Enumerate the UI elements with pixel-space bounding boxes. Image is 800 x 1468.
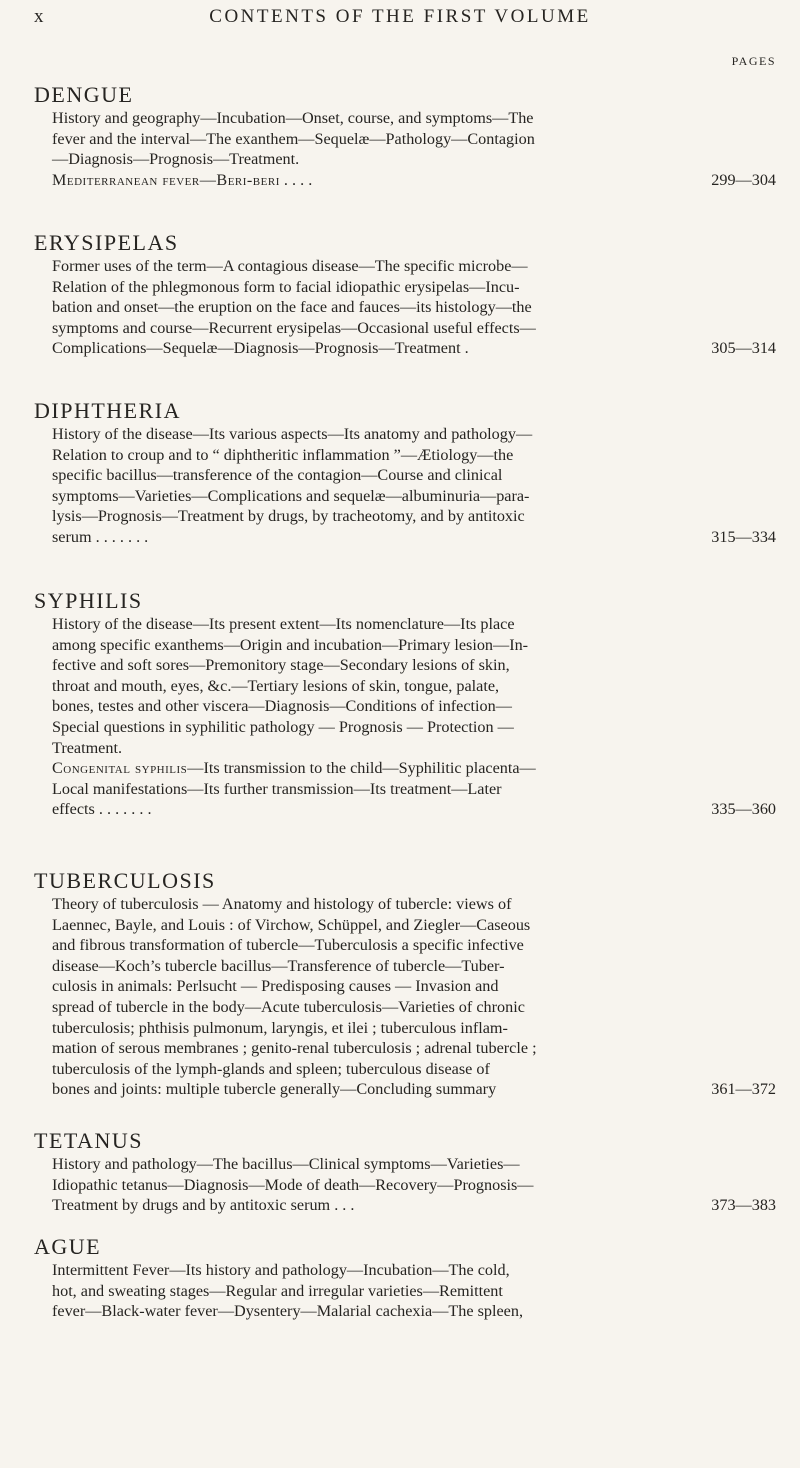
body-line: Complications—Sequelæ—Diagnosis—Prognosis—Treatment . [52,339,469,358]
page-number: x [34,6,44,27]
body-line: Special questions in syphilitic pathology — Prognosis — Protection — [52,717,514,736]
section-title: TETANUS [34,1128,143,1153]
body-line: symptoms—Varieties—Complications and sequelæ—albuminuria—para- [52,486,530,505]
section-ague [34,1234,776,1322]
section-body [52,256,776,359]
section-dengue [34,82,776,190]
body-line: —Diagnosis—Prognosis—Treatment. [52,150,300,169]
section-body [52,614,776,820]
body-line: History of the disease—Its various aspects—Its anatomy and pathology— [52,425,533,443]
body-line: tuberculosis of the lymph-glands and spleen; tuberculous disease of [52,1059,490,1078]
section-title: DENGUE [34,82,134,107]
body-line: Relation of the phlegmonous form to facial idiopathic erysipelas—Incu- [52,277,520,296]
body-line: among specific exanthems—Origin and incubation—Primary lesion—In- [52,635,529,654]
running-header [0,6,800,30]
body-line: Local manifestations—Its further transmission—Its treatment—Later [52,779,502,798]
sub-entry-heading: Congenital syphilis [52,759,188,778]
body-line: bation and onset—the eruption on the face and fauces—its histology—the [52,298,532,317]
leader-dots: . . . . [279,170,313,189]
page-range: 299—304 [711,170,776,189]
body-line: Relation to croup and to “ diphtheritic inflammation ”—Ætiology—the [52,445,514,464]
body-line: History and geography—Incubation—Onset, course, and symptoms—The [52,109,534,127]
section-body [52,424,776,548]
last-line-row [52,338,776,359]
page-range: 315—334 [711,527,776,546]
last-line-row [52,799,776,820]
section-tuberculosis [34,868,776,1100]
sub-entry-heading: Mediterranean fever—Beri-beri [52,170,280,189]
body-line: serum . . . . . . . [52,527,149,546]
section-title: SYPHILIS [34,588,143,613]
section-diphtheria [34,398,776,548]
body-line: bones and joints: multiple tubercle generally—Concluding summary [52,1080,497,1099]
body-line: History and pathology—The bacillus—Clinical symptoms—Varieties— [52,1155,520,1173]
section-body [52,894,776,1100]
body-line: fective and soft sores—Premonitory stage—Secondary lesions of skin, [52,656,510,675]
body-line: fever and the interval—The exanthem—Sequelæ—Pathology—Contagion [52,129,535,148]
pages-column-label: PAGES [731,54,776,68]
body-line: culosis in animals: Perlsucht — Predisposing causes — Invasion and [52,977,499,996]
body-line: Treatment by drugs and by antitoxic serum . . . [52,1196,355,1215]
sub-entry-text: —Its transmission to the child—Syphilitic placenta— [187,759,536,778]
section-erysipelas [34,230,776,359]
section-title: ERYSIPELAS [34,230,179,255]
body-line: symptoms and course—Recurrent erysipelas—Occasional useful effects— [52,318,536,337]
running-title: CONTENTS OF THE FIRST VOLUME [209,6,591,27]
section-body [52,1154,776,1216]
sub-entry-line [52,758,776,779]
section-title: AGUE [34,1234,102,1259]
body-line: bones, testes and other viscera—Diagnosis—Conditions of infection— [52,697,512,716]
body-line: tuberculosis; phthisis pulmonum, laryngis, et ilei ; tuberculous inflam- [52,1018,508,1037]
body-line: and fibrous transformation of tubercle—Tuberculosis a specific infective [52,936,524,955]
section-title: TUBERCULOSIS [34,868,216,893]
body-line: Treatment. [52,738,122,757]
section-body [52,108,776,190]
body-line: effects . . . . . . . [52,800,152,819]
body-line: History of the disease—Its present extent—Its nomenclature—Its place [52,615,515,633]
body-line: specific bacillus—transference of the contagion—Course and clinical [52,466,503,485]
section-tetanus [34,1128,776,1216]
body-line: hot, and sweating stages—Regular and irregular varieties—Remittent [52,1281,503,1300]
body-line: Intermittent Fever—Its history and pathology—Incubation—The cold, [52,1261,510,1279]
section-title: DIPHTHERIA [34,398,181,423]
last-line-row [52,1195,776,1216]
page-range: 373—383 [711,1196,776,1215]
body-line: lysis—Prognosis—Treatment by drugs, by tracheotomy, and by antitoxic [52,507,525,526]
page-range: 305—314 [711,339,776,358]
body-line: mation of serous membranes ; genito-renal tuberculosis ; adrenal tubercle ; [52,1039,537,1058]
body-line: Laennec, Bayle, and Louis : of Virchow, Schüppel, and Ziegler—Caseous [52,915,531,934]
section-syphilis [34,588,776,820]
body-line: fever—Black-water fever—Dysentery—Malarial cachexia—The spleen, [52,1302,524,1321]
page-range: 361—372 [711,1080,776,1099]
body-line: Idiopathic tetanus—Diagnosis—Mode of death—Recovery—Prognosis— [52,1175,534,1194]
body-line: Former uses of the term—A contagious disease—The specific microbe— [52,257,528,275]
body-line: disease—Koch’s tubercle bacillus—Transference of tubercle—Tuber- [52,956,505,975]
section-body [52,1260,776,1322]
body-line: throat and mouth, eyes, &c.—Tertiary lesions of skin, tongue, palate, [52,676,500,695]
last-line-row [52,1079,776,1100]
body-line: spread of tubercle in the body—Acute tuberculosis—Varieties of chronic [52,997,525,1016]
last-line-row [52,527,776,548]
sub-entry-row [52,170,776,191]
page-range: 335—360 [711,800,776,819]
body-line: Theory of tuberculosis — Anatomy and histology of tubercle: views of [52,895,512,913]
